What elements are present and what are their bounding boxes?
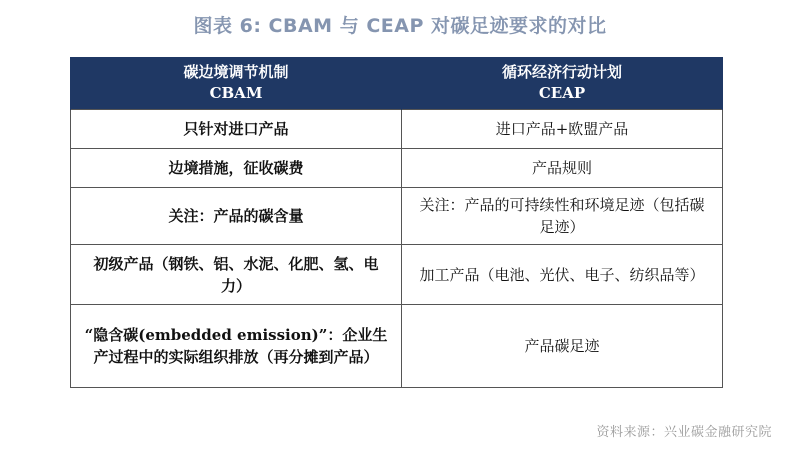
cbam-cell: 只针对进口产品 — [71, 110, 402, 149]
cbam-cell: “隐含碳(embedded emission)”：企业生产过程中的实际组织排放（再分摊到产品） — [71, 305, 402, 388]
table-row — [71, 245, 723, 305]
cbam-cell: 初级产品（钢铁、铝、水泥、化肥、氢、电力） — [71, 245, 402, 305]
table-header-row — [71, 57, 723, 110]
column-header-cbam — [71, 57, 402, 110]
ceap-cell: 产品规则 — [402, 149, 723, 188]
column-header-ceap — [402, 57, 723, 110]
table-row — [71, 305, 723, 388]
source-note: 资料来源：兴业碳金融研究院 — [596, 425, 772, 440]
ceap-cell: 关注：产品的可持续性和环境足迹（包括碳足迹） — [402, 188, 723, 245]
cbam-cell: 关注：产品的碳含量 — [71, 188, 402, 245]
figure-title: 图表 6: CBAM 与 CEAP 对碳足迹要求的对比 — [193, 15, 607, 37]
table-row — [71, 110, 723, 149]
table-row — [71, 149, 723, 188]
comparison-table — [70, 57, 723, 388]
cbam-cell: 边境措施，征收碳费 — [71, 149, 402, 188]
column-header-cbam-abbr: CBAM — [209, 84, 263, 102]
column-header-ceap-name: 循环经济行动计划 — [501, 63, 622, 81]
ceap-cell: 产品碳足迹 — [402, 305, 723, 388]
table-row — [71, 188, 723, 245]
column-header-ceap-abbr: CEAP — [538, 84, 586, 102]
ceap-cell: 进口产品+欧盟产品 — [402, 110, 723, 149]
ceap-cell: 加工产品（电池、光伏、电子、纺织品等） — [402, 245, 723, 305]
column-header-cbam-name: 碳边境调节机制 — [183, 63, 289, 81]
